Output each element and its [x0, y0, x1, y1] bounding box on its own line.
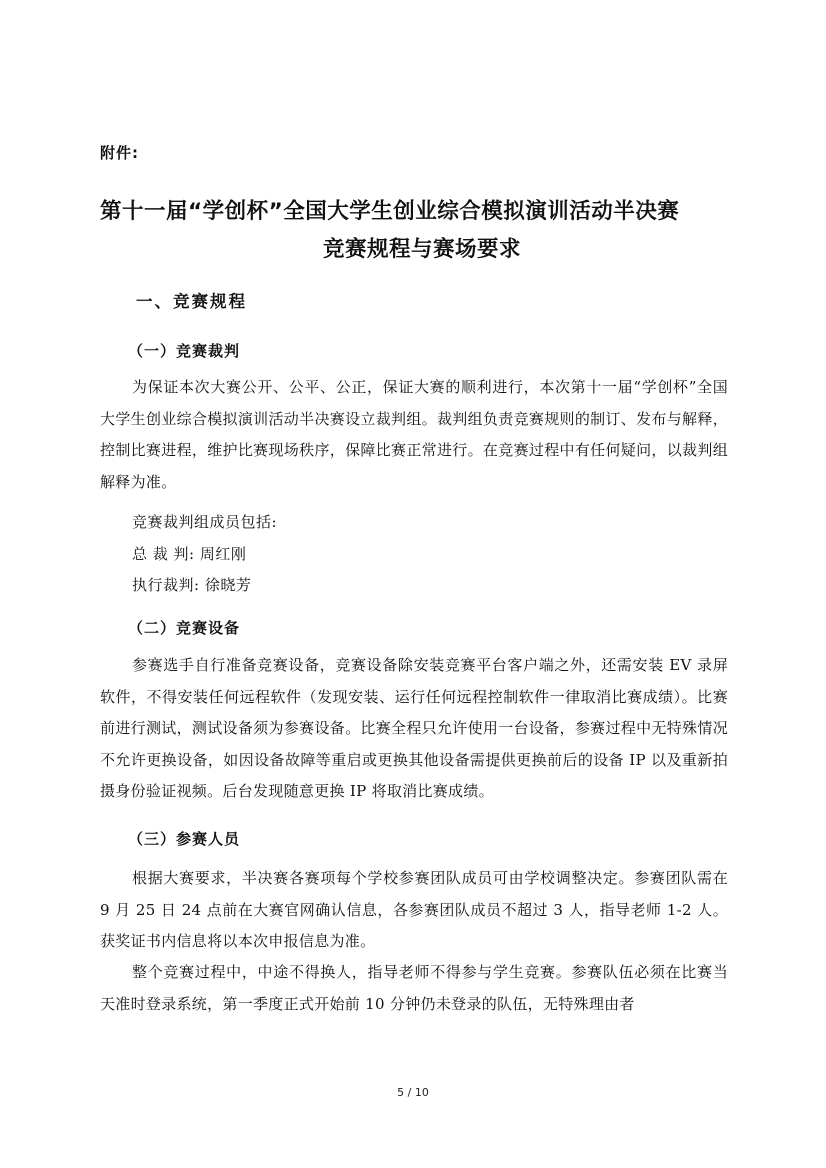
participants-paragraph-1: 根据大赛要求，半决赛各赛项每个学校参赛团队成员可由学校调整决定。参赛团队需在 9 月 25 日 24 点前在大赛官网确认信息，各参赛团队成员不超过 3 人，指导老师 1-2 人。获奖证书内信息将以本次申报信息为准。	[100, 869, 728, 950]
judges-paragraph: 为保证本次大赛公开、公平、公正，保证大赛的顺利进行，本次第十一届“学创杯”全国大学生创业综合模拟演训活动半决赛设立裁判组。裁判组负责竞赛规则的制订、发布与解释，控制比赛进程，维护比赛现场秩序，保障比赛正常进行。在竞赛过程中有任何疑问，以裁判组解释为准。	[100, 378, 728, 491]
document-title-line2: 竞赛规程与赛场要求	[322, 237, 521, 262]
section-heading-rules: 一、竞赛规程	[136, 292, 247, 311]
attachment-label: 附件:	[100, 144, 139, 162]
participants-paragraph-2: 整个竞赛过程中，中途不得换人，指导老师不得参与学生竞赛。参赛队伍必须在比赛当天准时登录系统，第一季度正式开始前 10 分钟仍未登录的队伍，无特殊理由者	[100, 963, 728, 1013]
subsection-heading-judges: （一）竞赛裁判	[128, 342, 241, 360]
executive-judge-line: 执行裁判: 徐晓芳	[132, 576, 252, 594]
document-title-line1: 第十一届“学创杯”全国大学生创业综合模拟演训活动半决赛	[100, 199, 680, 224]
judges-members-intro: 竞赛裁判组成员包括:	[132, 513, 278, 531]
subsection-heading-participants: （三）参赛人员	[128, 830, 241, 848]
subsection-heading-equipment: （二）竞赛设备	[128, 619, 241, 637]
equipment-paragraph: 参赛选手自行准备竞赛设备，竞赛设备除安装竞赛平台客户端之外，还需安装 EV 录屏软件，不得安装任何远程软件（发现安装、运行任何远程控制软件一律取消比赛成绩）。比赛前进行测试，测试设备须为参赛设备。比赛全程只允许使用一台设备，参赛过程中无特殊情况不允许更换设备，如因设备故障等重启或更换其他设备需提供更换前后的设备 IP 以及重新拍摄身份验证视频。后台发现随意更换 IP 将取消比赛成绩。	[100, 656, 728, 800]
chief-judge-line: 总 裁 判: 周红刚	[132, 545, 247, 563]
page-number: 5 / 10	[397, 1086, 429, 1099]
